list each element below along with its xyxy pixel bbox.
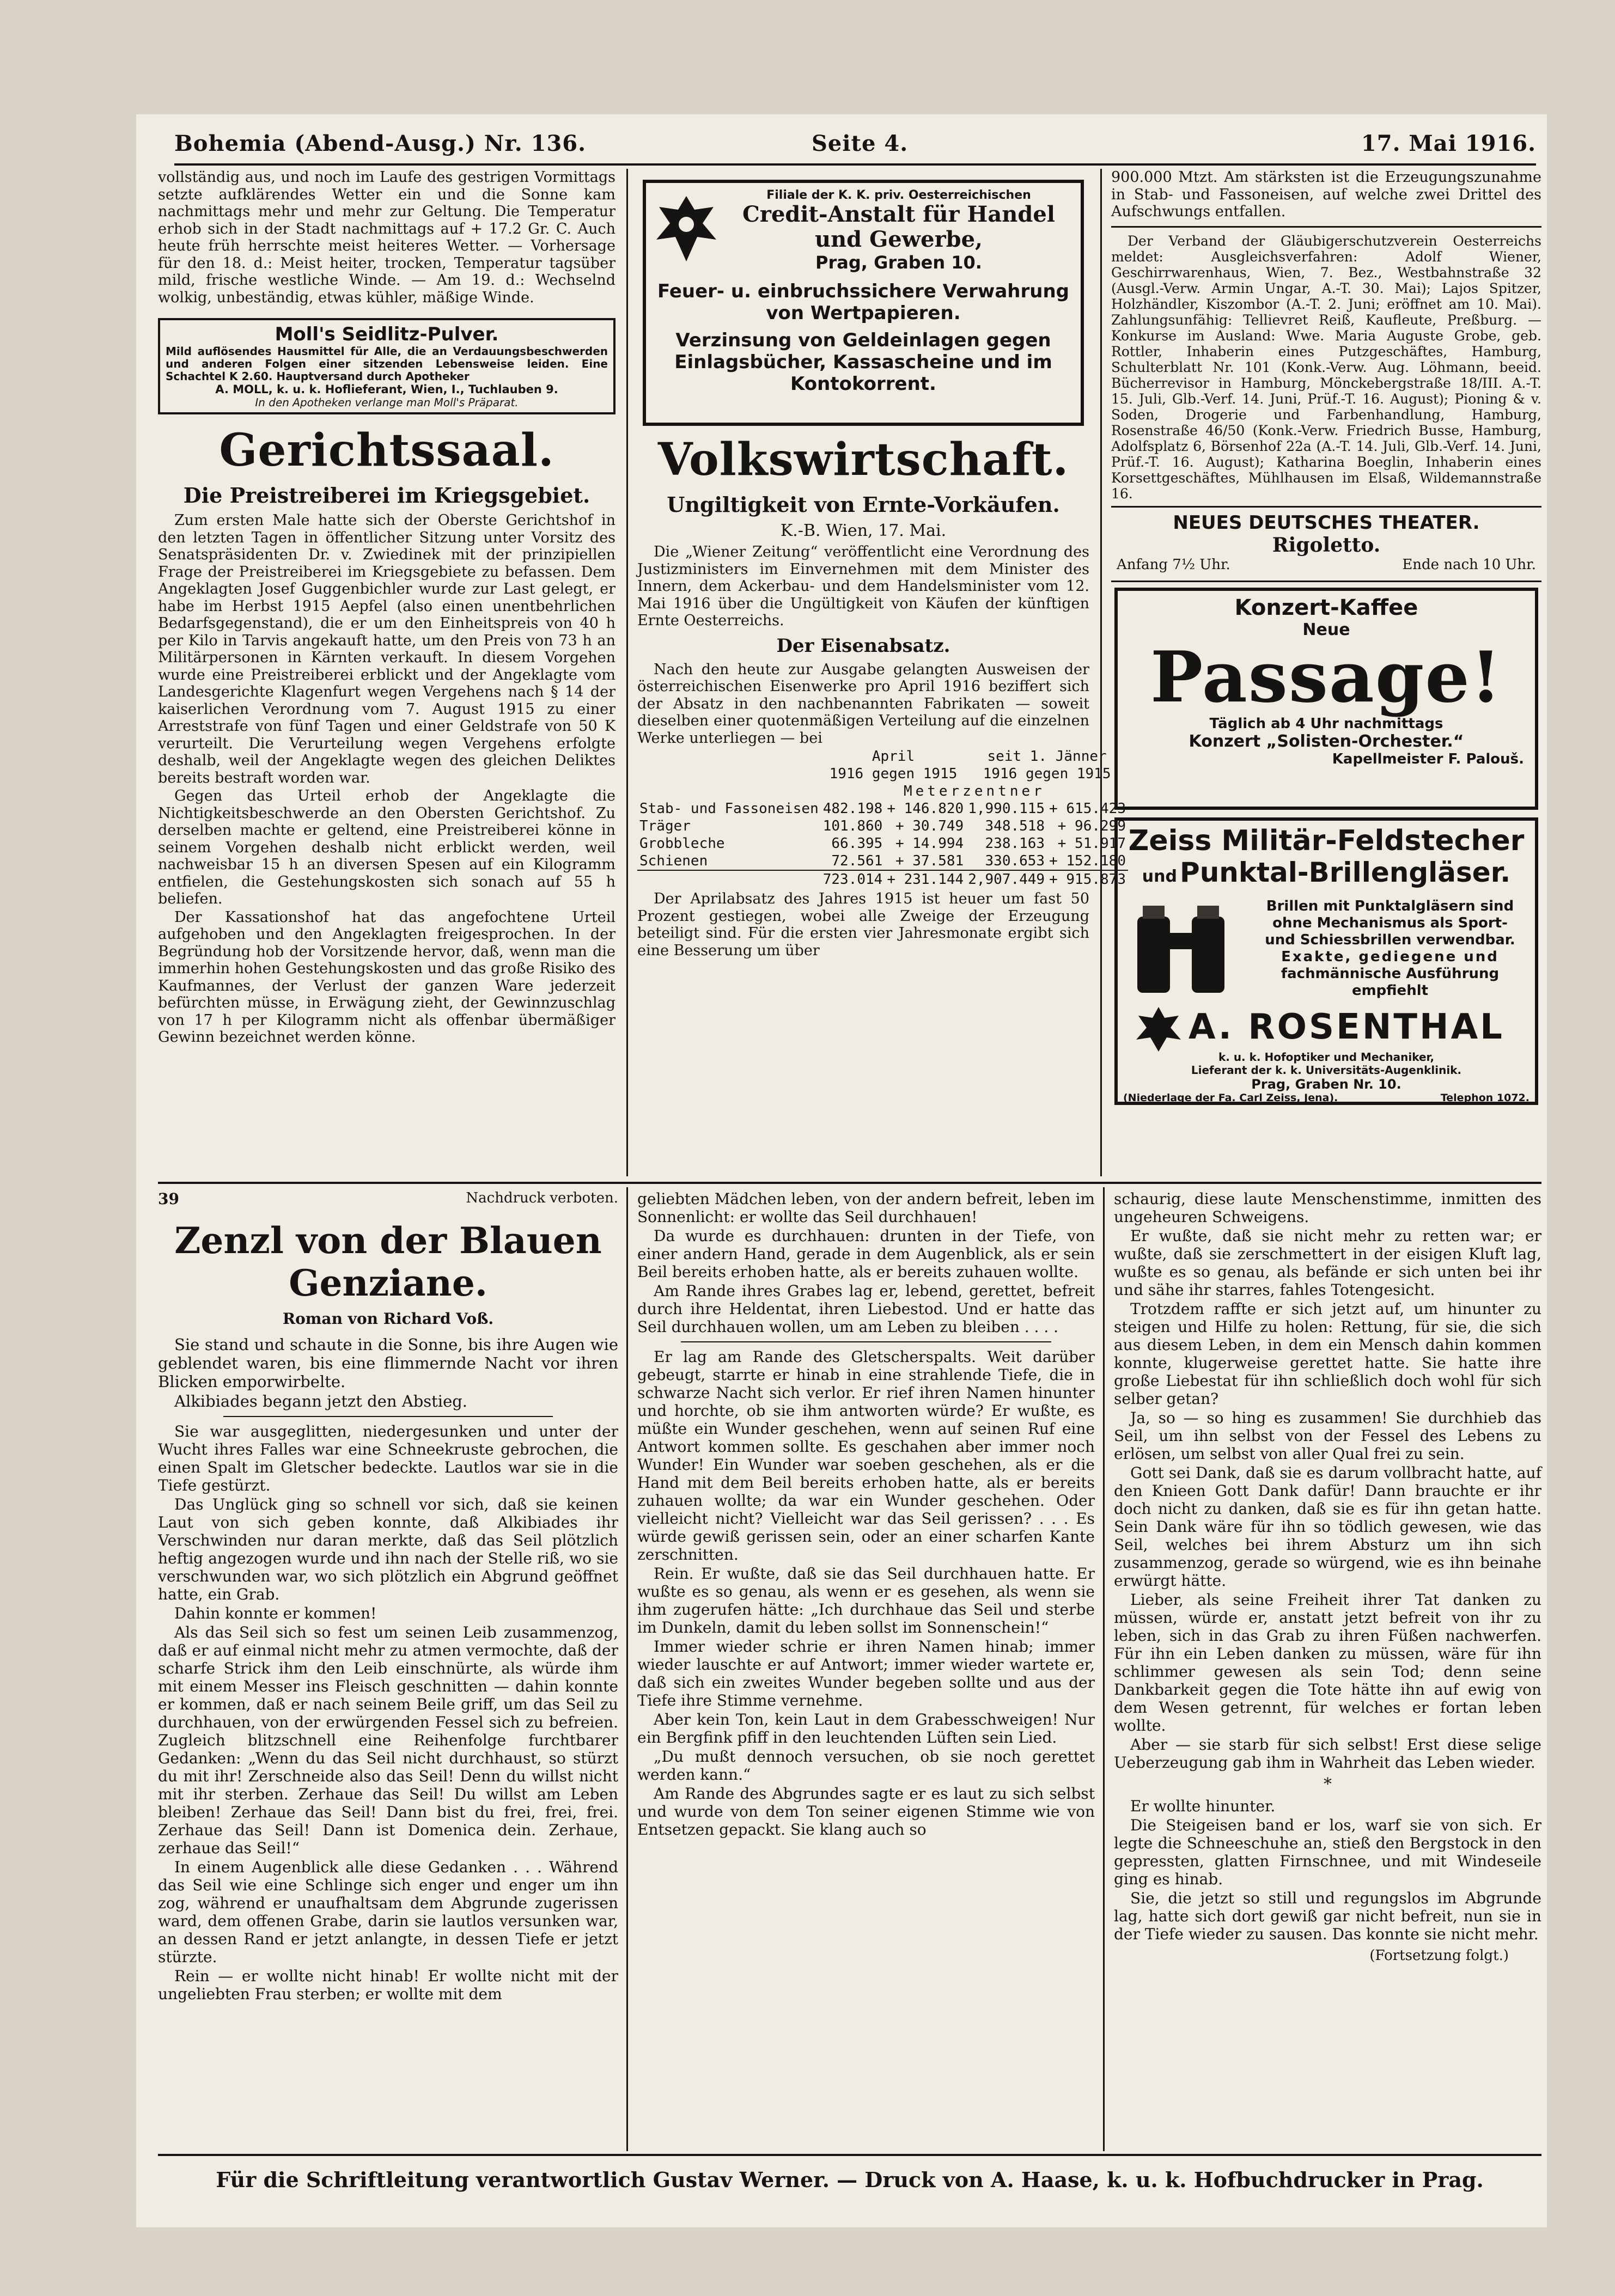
table-cell: 482.198 — [822, 801, 883, 817]
novel-paragraph: Als das Seil sich so fest um seinen Leib zusammenzog, daß er auf einmal nicht mehr zu atmen vermochte, daß der scharfe Strick ihm den Leib einschnürte, als würde ihm mit einem Messer ins Fleisch geschnitten — dahin konnte er kommen, daß er nach seinem Beile griff, um das Seil zu durchhauen, von der erwürgenden Fessel sich zu befreien. Zugleich blitzschnell eine Reihenfolge furchtbarer Gedanken: „Wenn du das Seil nicht durchhaust, so stürzt du mit ihr! Zerschneide also das Seil! Denn du willst nicht mit ihr sterben. Zerhaue das Seil! Du willst am Leben bleiben! Zerhaue das Seil! Dann bist du frei, frei, frei. Zerhaue das Seil! Dann ist Domenica dein. Zerhaue, zerhaue das Seil!“ — [158, 1623, 618, 1857]
section-title-gerichtssaal: Gerichtssaal. — [219, 424, 554, 477]
table-header-jan: seit 1. Jänner — [987, 748, 1107, 765]
novel-paragraph: Trotzdem raffte er sich jetzt auf, um hinunter zu steigen und Hilfe zu holen: Rettung, für sie, die sich aus diesem Leben, in dem ein Mensch dahin kommen konnte, klugerweise gerettet hatte. Sie hatte ihre große Liebestat für ihn schließlich doch wohl für sich selber getan? — [1114, 1300, 1541, 1408]
novel-paragraph: Ja, so — so hing es zusammen! Sie durchhieb das Seil, um ihn selbst von der Fessel des Lebens zu erlösen, um selbst von aller Qual frei zu sein. — [1114, 1409, 1541, 1463]
novel-paragraph: geliebten Mädchen leben, von der andern befreit, leben im Sonnenlicht: er wollte das Seil durchhauen! — [637, 1190, 1095, 1226]
eagle-emblem-icon — [654, 191, 719, 267]
ad-rosenthal-zeiss-note: (Niederlage der Fa. Carl Zeiss, Jena). — [1123, 1091, 1338, 1104]
ad-zeiss-description — [1243, 898, 1537, 999]
ad-moll-address: A. MOLL, k. u. k. Hoflieferant, Wien, I., Tuchlauben 9. — [215, 383, 558, 396]
ad-passage-line5: Konzert „Solisten-Orchester.“ — [1189, 731, 1464, 751]
feuilleton-column-3 — [1114, 1190, 1541, 2148]
header-rule — [174, 163, 1536, 166]
table-cell: 723.014 — [821, 870, 885, 888]
column-divider — [1103, 1187, 1105, 2151]
table-row-label: Träger — [639, 818, 691, 834]
ad-passage-line2: Neue — [1302, 620, 1350, 639]
ad-bank-safekeeping: Feuer- u. einbruchssichere Verwahrung von Wertpapieren. — [657, 280, 1069, 324]
novel-paragraph: Rein. Er wußte, daß sie das Seil durchhauen hatte. Er wußte es so genau, als wenn er es gesehen, als wenn sie ihm zugerufen hätte: „Ich durchhaue das Seil und sterbe im Dunkeln, damit du leben sollst im Sonnenschein!“ — [637, 1565, 1095, 1636]
ad-passage-name: Passage! — [1150, 636, 1502, 718]
column-divider — [626, 1187, 628, 2151]
ad-rosenthal-sub1: k. u. k. Hofoptiker und Mechaniker, — [1218, 1050, 1435, 1064]
novel-paragraph: Er lag am Rande des Gletscherspalts. Weit darüber gebeugt, starrte er hinab in eine strahlende Tiefe, die in schwarze Nacht sich verlor. Er rief ihren Namen hinunter und horchte, ob sie ihm antworten würde? Er wußte, es müßte ein Wunder geschehen, wenn auf seinen Ruf eine Antwort kommen sollte. Es geschahen aber immer noch Wunder! Ein Wunder war soeben geschehen, als er die Hand mit dem Beil bereits erhoben hatte, als er bereits zuhauen wollte; da war ein Wunder geschehen. Oder vielleicht nicht? Vielleicht war das Seil gerissen? . . . Es würde gewiß gerissen sein, oder an einer scharfen Kante zerschnitten. — [637, 1348, 1095, 1564]
ad-moll-text: Mild auflösendes Hausmittel für Alle, die an Verdauungsbeschwerden und anderen Folgen einer sitzenden Lebensweise leiden. Eine Schachtel K 2.60. Hauptversand durch Apotheker — [166, 345, 608, 383]
theater-title: NEUES DEUTSCHES THEATER. — [1173, 511, 1480, 534]
table-cell: 348.518 — [985, 818, 1045, 834]
table-row-label: Grobbleche — [639, 835, 725, 852]
divider — [1111, 226, 1541, 228]
novel-paragraph: Sie, die jetzt so still und regungslos im Abgrunde lag, hatte sich dort gewiß gar nicht befreit, nun sie in der Tiefe wieder zu sausen. Das konnte sie nicht mehr. — [1114, 1889, 1541, 1943]
table-cell: + 231.144 — [885, 870, 966, 888]
table-subheader-april: 1916 gegen 1915 — [829, 766, 958, 782]
novel-paragraph: Aber kein Ton, kein Laut in dem Grabesschweigen! Nur ein Bergfink pfiff in den leuchtenden Lüften sein Lied. — [637, 1711, 1095, 1747]
table-cell: + 14.994 — [895, 835, 964, 852]
ad-zeiss-punktal: Punktal-Brillengläser. — [1180, 856, 1511, 888]
ad-zeiss-desc: Exakte, gediegene und — [1281, 948, 1499, 965]
table-cell: + 152.180 — [1049, 853, 1126, 869]
ad-zeiss-line1: Zeiss Militär-Feldstecher — [1128, 824, 1525, 857]
table-cell: 2,907.449 — [966, 870, 1047, 888]
column-divider — [626, 169, 628, 1176]
table-row — [637, 800, 1128, 817]
feuilleton-number: 39 — [158, 1190, 179, 1208]
ad-zeiss-desc: fachmännische Ausführung — [1281, 965, 1500, 982]
eagle-emblem-icon — [1134, 1004, 1183, 1053]
table-row — [637, 852, 1128, 870]
table-cell: + 37.581 — [895, 853, 964, 869]
ad-rosenthal-firm — [1123, 1007, 1529, 1051]
ad-zeiss-body — [1123, 898, 1529, 1007]
ad-passage-line4: Täglich ab 4 Uhr nachmittags — [1209, 715, 1443, 732]
ad-zeiss-line2 — [1123, 857, 1529, 895]
novel-paragraph: Er wußte, daß sie nicht mehr zu retten war; er wußte, daß sie zerschmettert in der eisigen Kluft lag, wußte es so genau, als befände er sich unten bei ihr und sähe ihr starres, fahles Totengesicht. — [1114, 1227, 1541, 1299]
table-cell: + 615.423 — [1049, 801, 1126, 817]
article-dateline: K.-B. Wien, 17. Mai. — [780, 521, 947, 540]
theater-play: Rigoletto. — [1272, 533, 1381, 557]
ad-bank-line1: Filiale der K. K. priv. Oesterreichischen — [766, 188, 1031, 202]
table-row-label: Stab- und Fassoneisen — [639, 801, 819, 817]
table-row — [637, 817, 1128, 835]
novel-paragraph: Lieber, als seine Freiheit ihrer Tat danken zu müssen, würde er, anstatt jetzt befreit von ihr zu leben, sich in das Grab zu ihren Füßen nachwerfen. Für ihn ein Leben danken zu müssen, wäre für ihn schlimmer gewesen als sein Tod; denn seine Dankbarkeit gegen die Tote hätte ihn auf ewig von dem Wesen getrennt, für welches er fortan leben wollte. — [1114, 1591, 1541, 1735]
novel-paragraph: Sie war ausgeglitten, niedergesunken und unter der Wucht ihres Falles war eine Schneekruste gebrochen, die einen Spalt im Gletscher bedeckte. Lautlos war sie in die Tiefe gestürzt. — [158, 1422, 618, 1494]
article-paragraph: 900.000 Mtzt. Am stärksten ist die Erzeugungszunahme in Stab- und Fassoneisen, auf welche zwei Drittel des Aufschwungs entfallen. — [1111, 169, 1541, 220]
theater-end: Ende nach 10 Uhr. — [1402, 556, 1536, 573]
table-row-label: Schienen — [639, 853, 708, 869]
binoculars-icon — [1126, 900, 1235, 1004]
footer-rule — [158, 2154, 1541, 2156]
ad-bank-address: Prag, Graben 10. — [815, 252, 982, 273]
novel-paragraph: Dahin konnte er kommen! — [174, 1604, 377, 1622]
ad-bank-name: Credit-Anstalt für Handel und Gewerbe, — [742, 201, 1055, 252]
ad-zeiss-desc: ohne Mechanismus als Sport- — [1272, 914, 1508, 931]
ad-zeiss-und: und — [1142, 866, 1177, 886]
divider — [1111, 581, 1541, 582]
novel-paragraph: Aber — sie starb für sich selbst! Erst diese selige Ueberzeugung gab ihm in Wahrheit das Leben wieder. — [1114, 1736, 1541, 1772]
theater-start: Anfang 7½ Uhr. — [1117, 556, 1230, 573]
ad-moll-seidlitz — [158, 318, 615, 414]
novel-paragraph: Da wurde es durchhauen: drunten in der Tiefe, von einer andern Hand, gerade in dem Augenblick, als er sein Beil bereits erhoben hatte, als er bereits zuhauen wollte. — [637, 1227, 1095, 1281]
article-paragraph: Der Kassationshof hat das angefochtene Urteil aufgehoben und den Angeklagten freigesprochen. In der Begründung hob der Vorsitzende hervor, daß, wenn man die immerhin hohen Gestehungskosten und das große Risiko des Kaufmannes, der Verlust der ganzen Ware jederzeit befürchten müsse, in Erwägung zieht, der Gewinnzuschlag von 17 h per Kilogramm nicht als offenbar übermäßiger Gewinn bezeichnet werden könne. — [158, 908, 615, 1046]
article-paragraph: Zum ersten Male hatte sich der Oberste Gerichtshof in den letzten Tagen in öffentlicher Sitzung unter Vorsitz des Senatspräsidenten Dr. v. Zwiedinek mit der prinzipiellen Frage der Preistreiberei im Kriegsgebiete zu befassen. Dem Angeklagten Josef Guggenbichler wurde zur Last gelegt, er habe im Herbst 1915 Aepfel (also einen unentbehrlichen Bedarfsgegenstand), die er um den Einheitspreis von 40 h per Kilo in Tarvis angekauft hatte, um den Preis von 73 h an Militärpersonen in Kärnten verkauft. In diesem Vorgehen wurde eine Preistreiberei erblickt und der Angeklagte vom Landesgerichte Klagenfurt wegen Vergehens nach § 14 der kaiserlichen Verordnung vom 7. August 1915 zu einer Arreststrafe von fünf Tagen und einer Geldstrafe von 50 K verurteilt. Die Verurteilung wegen Vergehens erfolgte deshalb, weil der Angeklagte wegen des gleichen Deliktes bereits bestraft worden war. — [158, 512, 615, 786]
section-title-volkswirtschaft: Volkswirtschaft. — [657, 433, 1069, 486]
table-cell: + 51.917 — [1057, 835, 1126, 852]
divider — [1111, 506, 1541, 508]
table-total-row — [637, 870, 1128, 888]
table-cell: + 915.873 — [1047, 870, 1128, 888]
article-paragraph: Nach den heute zur Ausgabe gelangten Ausweisen der österreichischen Eisenwerke pro April 1916 beziffert sich der Absatz in den nachbenannten Fabrikaten — soweit dieselben einer quotenmäßigen Verteilung auf die einzelnen Werke unterliegen — bei — [637, 661, 1089, 747]
table-cell: 1,990.115 — [968, 801, 1045, 817]
ad-zeiss-desc: Brillen mit Punktalgläsern sind — [1266, 897, 1514, 914]
ad-bank-interest: Verzinsung von Geldeinlagen gegen Einlagsbücher, Kassascheine und im Kontokorrent. — [674, 329, 1052, 395]
feuilleton-rule — [158, 1182, 1541, 1184]
ad-rosenthal-name: A. ROSENTHAL — [1189, 1006, 1504, 1047]
article-title-preistreiberei: Die Preistreiberei im Kriegsgebiet. — [183, 483, 590, 508]
article-paragraph: Gegen das Urteil erhob der Angeklagte die Nichtigkeitsbeschwerde an den Obersten Gerichtshof. Zu derselben machte er geltend, eine Preistreiberei könne in seinem Vorgehen deshalb nicht erblickt werden, weil nachweisbar 15 h an diversen Spesen auf ein Kilogramm entfielen, die Gestehungskosten sich sonach auf 55 h beliefen. — [158, 787, 615, 907]
feuilleton-header — [158, 1190, 618, 1212]
ad-rosenthal-telephone: Telephon 1072. — [1440, 1091, 1529, 1104]
novel-paragraph: Immer wieder schrie er ihren Namen hinab; immer wieder lauschte er auf Antwort; immer wieder wartete er, daß sich ein zweites Wunder begeben sollte und aus der Tiefe ihre Stimme vernehme. — [637, 1638, 1095, 1709]
ad-credit-anstalt — [643, 180, 1084, 426]
column-divider — [1100, 169, 1102, 1176]
novel-paragraph: Er wollte hinunter. — [1130, 1797, 1276, 1815]
novel-paragraph: In einem Augenblick alle diese Gedanken . . . Während das Seil wie eine Schlinge sich enger und enger um ihn zog, während er unaufhaltsam dem Abgrunde zugerissen ward, dem offenen Grabe, darin sie lautlos versunken war, an dessen Rand er jetzt anlangte, in dessen Tiefe er jetzt stürzte. — [158, 1858, 618, 1966]
section-star: * — [1324, 1775, 1332, 1794]
table-cell: + 30.749 — [895, 818, 964, 834]
table-unit: Meterzentner — [903, 783, 1045, 799]
column-2 — [637, 169, 1126, 1176]
table-cell: 330.653 — [985, 853, 1045, 869]
header-issue: Bohemia (Abend-Ausg.) Nr. 136. — [174, 131, 587, 156]
imprint-footer: Für die Schriftleitung verantwortlich Gustav Werner. — Druck von A. Haase, k. u. k. Hofbuchdrucker in Prag. — [216, 2167, 1484, 2192]
ad-rosenthal-address: Prag, Graben Nr. 10. — [1251, 1076, 1401, 1092]
article-paragraph: Der Aprilabsatz des Jahres 1915 ist heuer um fast 50 Prozent gestiegen, wobei alle Zweige der Erzeugung beteiligt sind. Für die ersten vier Jahresmonate ergibt sich eine Besserung um über — [637, 890, 1089, 959]
ad-passage-line6: Kapellmeister F. Palouš. — [1332, 750, 1524, 767]
table-row — [637, 835, 1128, 852]
novel-paragraph: Gott sei Dank, daß sie es darum vollbracht hatte, auf den Knieen Gott Dank dafür! Dann brauchte er ihr doch nicht zu danken, daß sie es für ihn getan hatte. Sein Dank wäre für ihn so tödlich gewesen, wie das Seil, welches bei ihrem Absturz um ihn sich zusammenzog, gerade so würgend, wie es ihn beinahe erwürgt hätte. — [1114, 1464, 1541, 1590]
ad-zeiss-desc: und Schiessbrillen verwendbar. — [1265, 931, 1515, 948]
ad-moll-title: Moll's Seidlitz-Pulver. — [275, 323, 499, 345]
novel-paragraph: „Du mußt dennoch versuchen, ob sie noch gerettet werden kann.“ — [637, 1748, 1095, 1784]
novel-paragraph: Am Rande ihres Grabes lag er, lebend, gerettet, befreit durch ihre Heldentat, ihren Liebestod. Und er hatte das Seil durchhauen wollen, um am Leben zu bleiben . . . . — [637, 1282, 1095, 1336]
novel-byline: Roman von Richard Voß. — [282, 1310, 494, 1328]
header-date: 17. Mai 1916. — [1361, 131, 1536, 156]
novel-paragraph: schaurig, diese laute Menschenstimme, inmitten des ungeheuren Schweigens. — [1114, 1190, 1541, 1226]
newspaper-page — [136, 114, 1547, 2227]
table-subheader-jan: 1916 gegen 1915 — [983, 766, 1111, 782]
theater-times — [1111, 557, 1541, 577]
novel-paragraph: Das Unglück ging so schnell vor sich, daß sie keinen Laut von sich geben konnte, daß Alkibiades ihr Verschwinden nur daran merkte, daß das Seil plötzlich heftig angezogen wurde und ihn nach der Stelle riß, wo sie verschwunden war, wo sich plötzlich ein Abgrund geöffnet hatte, ein Grab. — [158, 1495, 618, 1603]
insolvency-notices: Der Verband der Gläubigerschutzverein Oesterreichs meldet: Ausgleichsverfahren: Adolf Wiener, Geschirrwarenhaus, Wien, 7. Bez., Westbahnstraße 32 (Ausgl.-Verw. Armin Ungar, A.-T. 30. Mai); Lajos Spitzer, Holzhändler, Kiszombor (A.-T. 2. Juni; eröffnet am 10. Mai). Zahlungsunfähig: Tellievret Reiß, Kaufleute, Preßburg. — Konkurse im Ausland: Wwe. Maria Auguste Grobe, geb. Rottler, Inhaberin eines Putzgeschäftes, Hamburg, Schulterblatt Nr. 101 (Konk.-Verw. Aug. Löhmann, beeid. Bücherrevisor in Hamburg, Mönckebergstraße 18/III. A.-T. 15. Juli, Glb.-Verf. 14. Juni, Prüf.-T. 16. August); Pioning & v. Soden, Drogerie und Farbenhandlung, Hamburg, Rosenstraße 46/50 (Konk.-Verw. Friedrich Busse, Hamburg, Adolfsplatz 6, Börsenhof 22a (A.-T. 14. Juli, Glb.-Verf. 14. Juni, Prüf.-T. 16. August); Katharina Boeglin, Inhaberin eines Korsettgeschäftes, Mühlhausen im Elsaß, Wildemannstraße 16. — [1111, 233, 1541, 502]
article-paragraph: Die „Wiener Zeitung“ veröffentlicht eine Verordnung des Justizministers im Einvernehmen mit dem Minister des Innern, dem Ackerbau- und dem Handelsminister vom 12. Mai 1916 über die Ungültigkeit von Käufen der künftigen Ernte Oesterreichs. — [637, 544, 1089, 629]
column-1 — [158, 169, 615, 1176]
ad-rosenthal-footer — [1123, 1092, 1529, 1107]
header-page-number: Seite 4. — [812, 131, 909, 156]
table-cell: 101.860 — [822, 818, 883, 834]
continued-notice: (Fortsetzung folgt.) — [1369, 1947, 1509, 1964]
ad-rosenthal-sub2: Lieferant der k. k. Universitäts-Augenklinik. — [1191, 1063, 1462, 1077]
article-title-erntevorkaeufe: Ungiltigkeit von Ernte-Vorkäufen. — [667, 492, 1060, 517]
ad-passage-line1: Konzert-Kaffee — [1234, 595, 1418, 620]
reprint-notice: Nachdruck verboten. — [466, 1190, 618, 1206]
feuilleton-column-1 — [158, 1190, 618, 2148]
article-title-eisenabsatz: Der Eisenabsatz. — [776, 634, 950, 657]
ad-moll-note: In den Apotheken verlange man Moll's Präparat. — [255, 396, 519, 409]
ad-passage — [1114, 588, 1538, 810]
table-cell: 238.163 — [985, 835, 1045, 852]
novel-paragraph: Die Steigeisen band er los, warf sie von sich. Er legte die Schneeschuhe an, stieß den Bergstock in den gepressten, glatten Firnschnee, und mit Windeseile ging es hinab. — [1114, 1816, 1541, 1888]
column-3 — [1111, 169, 1541, 1176]
table-header-april: April — [872, 748, 915, 765]
feuilleton-column-2 — [637, 1190, 1095, 2148]
table-cell: 66.395 — [831, 835, 883, 852]
table-cell: 72.561 — [831, 853, 883, 869]
novel-intro: Sie stand und schaute in die Sonne, bis ihre Augen wie geblendet waren, bis eine flimmernde Nacht vor ihren Blicken emporwirbelte. — [158, 1335, 618, 1391]
novel-intro: Alkibiades begann jetzt den Abstieg. — [174, 1392, 468, 1410]
novel-paragraph: Rein — er wollte nicht hinab! Er wollte nicht mit der ungeliebten Frau sterben; er wollte mit dem — [158, 1967, 618, 2003]
ad-zeiss-desc: empfiehlt — [1351, 982, 1429, 999]
iron-sales-table — [637, 748, 1128, 888]
table-cell: + 146.820 — [887, 801, 964, 817]
weather-report: vollständig aus, und noch im Laufe des gestrigen Vormittags setzte aufklärendes Wetter ein und die Sonne kam nachmittags mehr und mehr zur Geltung. Die Temperatur erhob sich in der Stadt nachmittags auf + 17.2 Gr. C. Auch heute früh herrschte meist heiteres Wetter. — Vorhersage für den 18. d.: Meist heiter, trocken, Temperatur tagsüber mild, frische westliche Winde. — Am 19. d.: Wechselnd wolkig, unbeständig, etwas kühler, mäßige Winde. — [158, 169, 615, 306]
novel-paragraph: Am Rande des Abgrundes sagte er es laut zu sich selbst und wurde von dem Ton seiner eigenen Stimme wie von Entsetzen gepackt. Sie klang auch so — [637, 1785, 1095, 1839]
novel-title: Zenzl von der Blauen Genziane. — [174, 1219, 602, 1304]
divider — [223, 1416, 553, 1417]
table-cell: + 96.299 — [1057, 818, 1126, 834]
divider — [681, 1341, 1051, 1342]
ad-zeiss-rosenthal — [1114, 817, 1538, 1105]
